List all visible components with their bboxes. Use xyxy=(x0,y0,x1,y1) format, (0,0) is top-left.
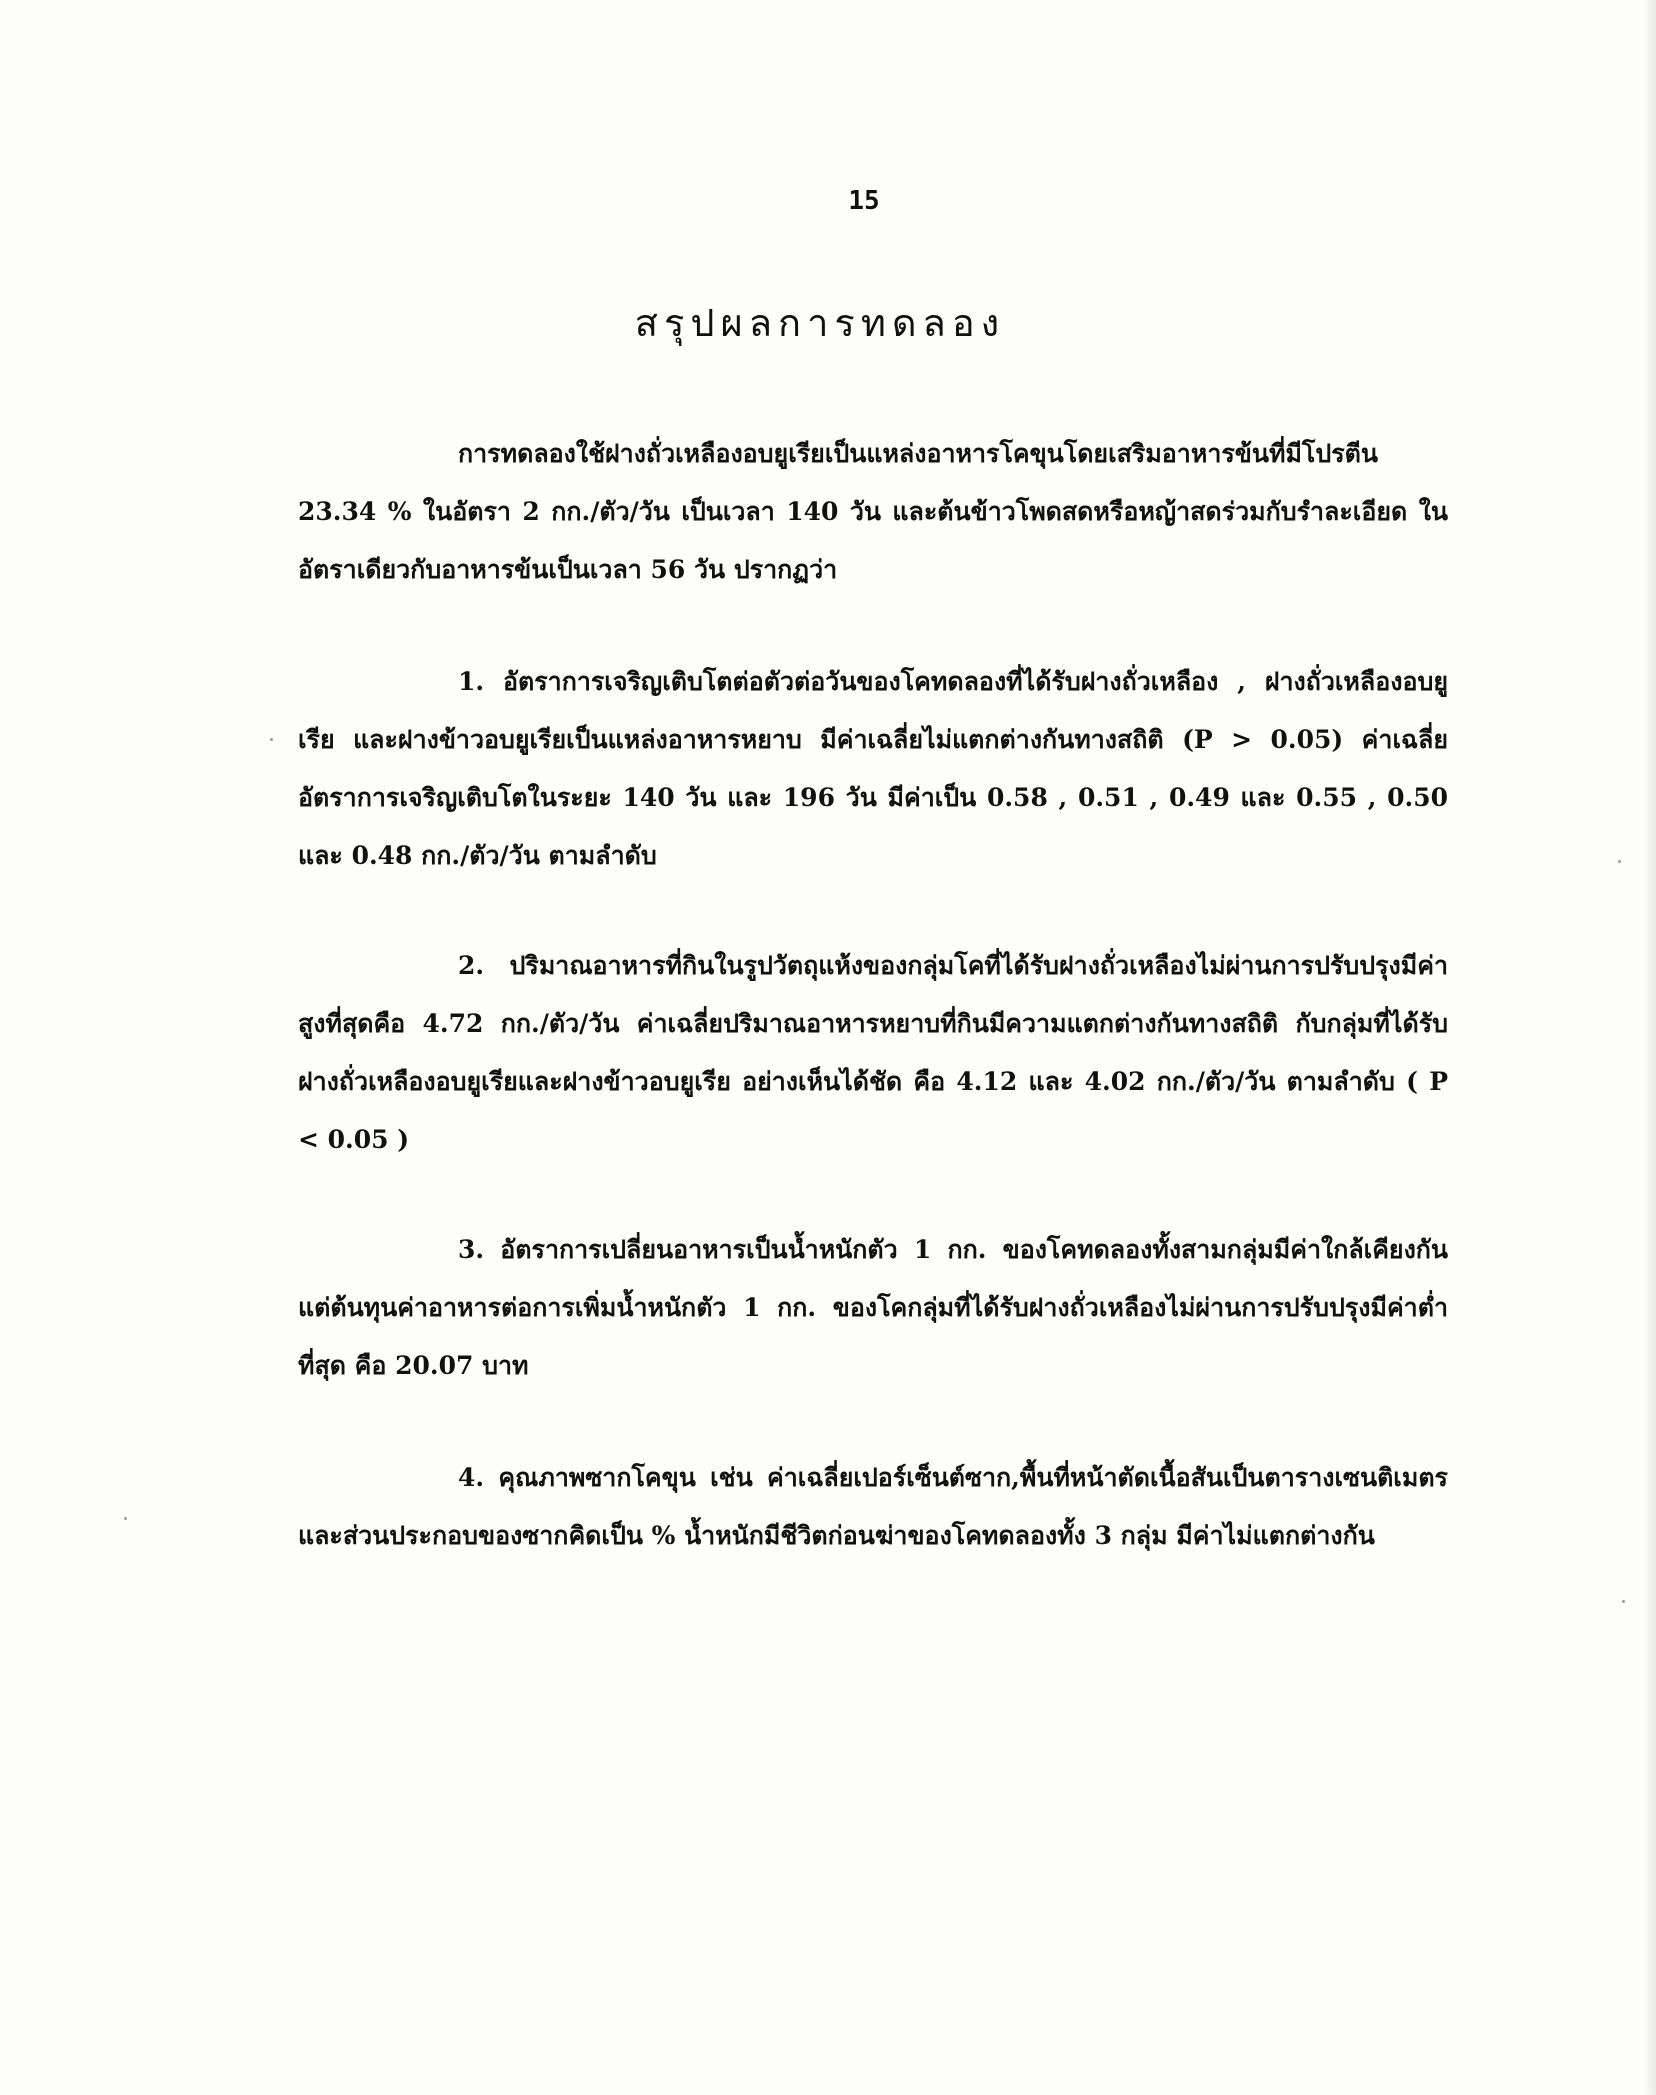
section-title: สรุปผลการทดลอง xyxy=(634,301,1006,345)
conclusion-item-1: 1. อัตราการเจริญเติบโตต่อตัวต่อวันของโคทดลองที่ได้รับฝางถั่วเหลือง , ฝางถั่วเหลืองอบยูเรีย และฝางข้าวอบยูเรียเป็นแหล่งอาหารหยาบ มีค่าเฉลี่ยไม่แตกต่างกันทางสถิติ (P > 0.05) ค่าเฉลี่ยอัตราการเจริญเติบโตในระยะ 140 วัน และ 196 วัน มีค่าเป็น 0.58 , 0.51 , 0.49 และ 0.55 , 0.50 และ 0.48 กก./ตัว/วัน ตามลำดับ xyxy=(298,667,1448,870)
scan-edge xyxy=(1642,0,1656,2095)
intro-paragraph: การทดลองใช้ฝางถั่วเหลืองอบยูเรียเป็นแหล่งอาหารโคขุนโดยเสริมอาหารข้นที่มีโปรตีน 23.34 % ในอัตรา 2 กก./ตัว/วัน เป็นเวลา 140 วัน และต้นข้าวโพดสดหรือหญ้าสดร่วมกับรำละเอียด ในอัตราเดียวกับอาหารข้นเป็นเวลา 56 วัน ปรากฏว่า xyxy=(298,439,1448,584)
conclusion-item-3: 3. อัตราการเปลี่ยนอาหารเป็นน้ำหนักตัว 1 กก. ของโคทดลองทั้งสามกลุ่มมีค่าใกล้เคียงกัน แต่ต้นทุนค่าอาหารต่อการเพิ่มน้ำหนักตัว 1 กก. ของโคกลุ่มที่ได้รับฝางถั่วเหลืองไม่ผ่านการปรับปรุงมีค่าต่ำที่สุด คือ 20.07 บาท xyxy=(298,1235,1448,1380)
scan-speck xyxy=(270,738,273,741)
scan-speck xyxy=(1622,1600,1625,1603)
scan-speck xyxy=(1618,860,1621,863)
page-number: 15 xyxy=(848,186,880,216)
conclusion-item-4: 4. คุณภาพซากโคขุน เช่น ค่าเฉลี่ยเปอร์เซ็นต์ซาก,พื้นที่หน้าตัดเนื้อสันเป็นตารางเซนติเมตรและส่วนประกอบของซากคิดเป็น % น้ำหนักมีชีวิตก่อนฆ่าของโคทดลองทั้ง 3 กลุ่ม มีค่าไม่แตกต่างกัน xyxy=(298,1463,1448,1550)
scan-speck xyxy=(124,1517,127,1520)
conclusion-item-2: 2. ปริมาณอาหารที่กินในรูปวัตถุแห้งของกลุ่มโคที่ได้รับฝางถั่วเหลืองไม่ผ่านการปรับปรุงมีค่าสูงที่สุดคือ 4.72 กก./ตัว/วัน ค่าเฉลี่ยปริมาณอาหารหยาบที่กินมีความแตกต่างกันทางสถิติ กับกลุ่มที่ได้รับฝางถั่วเหลืองอบยูเรียและฝางข้าวอบยูเรีย อย่างเห็นได้ชัด คือ 4.12 และ 4.02 กก./ตัว/วัน ตามลำดับ ( P < 0.05 ) xyxy=(298,951,1448,1154)
